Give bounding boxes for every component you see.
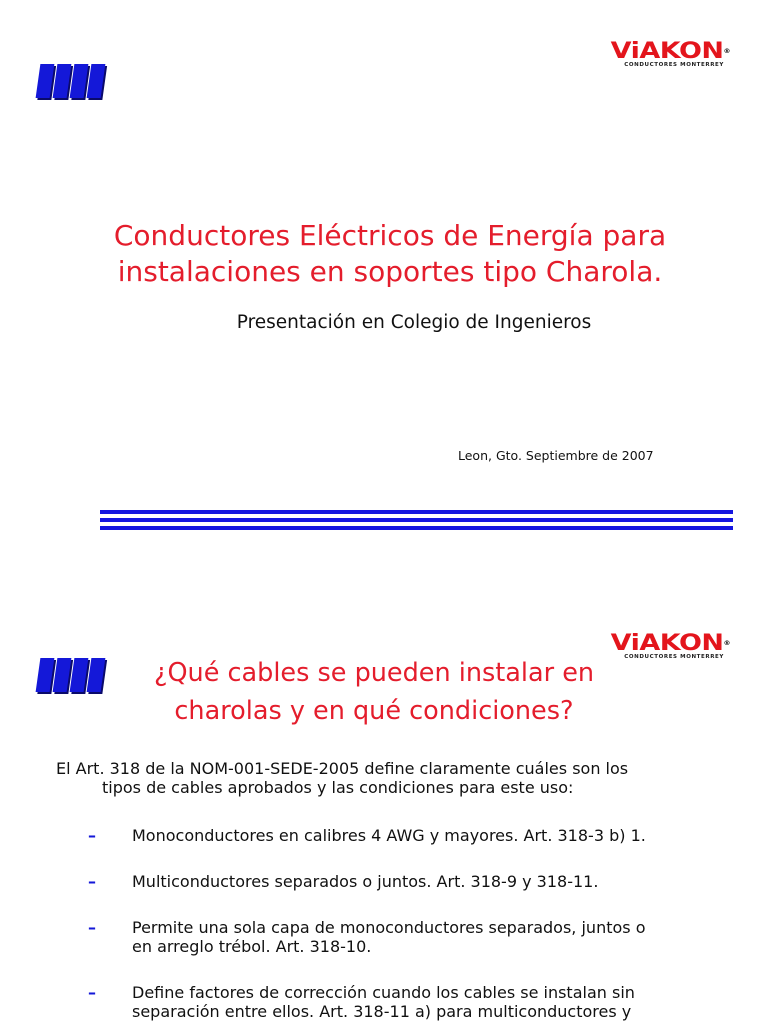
list-item [88, 872, 718, 891]
slide-heading [118, 654, 630, 730]
dash-bullet-icon: – [88, 983, 96, 1002]
intro-line-2: tipos de cables aprobados y las condiciones para este uso: [102, 778, 574, 797]
intro-paragraph [56, 759, 726, 797]
place-date: Leon, Gto. Septiembre de 2007 [458, 448, 654, 463]
title-line-2: instalaciones en soportes tipo Charola. [117, 255, 663, 288]
corner-stripe-mark [38, 658, 103, 692]
presentation-title [40, 218, 740, 290]
dash-bullet-icon: – [88, 872, 96, 891]
heading-line-1: ¿Qué cables se pueden instalar en [153, 658, 595, 688]
list-item [88, 918, 718, 956]
viakon-logo: ViAKON® CONDUCTORES MONTERREY [580, 36, 730, 68]
slide-cables-in-trays [0, 600, 768, 1024]
blue-rule-lines [100, 510, 733, 534]
viakon-logo: ViAKON® CONDUCTORES MONTERREY [580, 628, 730, 660]
bullet-line: Monoconductores en calibres 4 AWG y mayores. Art. 318-3 b) 1. [132, 826, 646, 845]
logo-subtext: CONDUCTORES MONTERREY [624, 654, 724, 660]
list-item [88, 983, 718, 1021]
presentation-subtitle: Presentación en Colegio de Ingenieros [236, 312, 592, 333]
dash-bullet-icon: – [88, 918, 96, 937]
bullet-list [88, 826, 718, 1024]
bullet-line: Multiconductores separados o juntos. Art. 318-9 y 318-11. [132, 872, 599, 891]
dash-bullet-icon: – [88, 826, 96, 845]
bullet-line: Define factores de corrección cuando los cables se instalan sin [132, 983, 635, 1002]
logo-subtext: CONDUCTORES MONTERREY [624, 62, 724, 68]
title-line-1: Conductores Eléctricos de Energía para [113, 219, 667, 252]
bullet-line: separación entre ellos. Art. 318-11 a) para multiconductores y [132, 1002, 632, 1021]
intro-line-1: El Art. 318 de la NOM-001-SEDE-2005 define claramente cuáles son los [56, 759, 629, 778]
bullet-line: Permite una sola capa de monoconductores separados, juntos o [132, 918, 646, 937]
list-item [88, 826, 718, 845]
corner-stripe-mark [38, 64, 103, 98]
heading-line-2: charolas y en qué condiciones? [174, 696, 574, 726]
bullet-line: en arreglo trébol. Art. 318-10. [132, 937, 372, 956]
